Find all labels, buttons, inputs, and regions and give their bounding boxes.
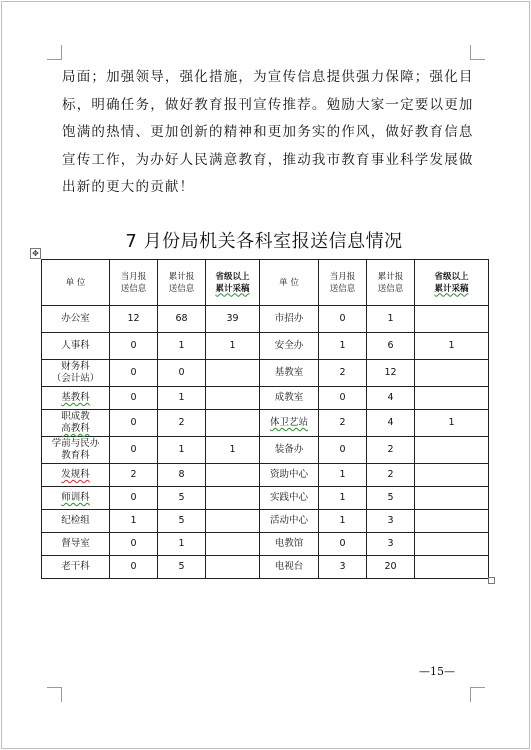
cell-unit: 电视台 <box>260 556 319 579</box>
cell-unit: 财务科 （会计站） <box>42 360 110 387</box>
crop-mark-top-right <box>470 45 485 60</box>
cell-provincial: 1 <box>415 333 489 360</box>
table-row <box>42 333 489 360</box>
cell-provincial <box>415 556 489 579</box>
cell-provincial <box>415 533 489 556</box>
header-cumulative: 累计报 送信息 <box>158 260 206 306</box>
cell-cumulative: 12 <box>367 360 415 387</box>
cell-cumulative: 1 <box>367 306 415 333</box>
cell-monthly: 1 <box>319 487 367 510</box>
cell-unit: 发规科 <box>42 464 110 487</box>
cell-cumulative: 5 <box>367 487 415 510</box>
cell-monthly: 0 <box>110 360 158 387</box>
cell-cumulative: 6 <box>367 333 415 360</box>
cell-cumulative: 3 <box>367 533 415 556</box>
cell-cumulative: 1 <box>158 437 206 464</box>
cell-monthly: 0 <box>319 387 367 410</box>
header-provincial: 省级以上 累计采稿 <box>206 260 260 306</box>
cell-provincial <box>206 533 260 556</box>
cell-provincial: 1 <box>206 333 260 360</box>
cell-monthly: 0 <box>110 487 158 510</box>
cell-unit: 基教科 <box>42 387 110 410</box>
body-paragraph <box>62 64 474 202</box>
cell-unit: 安全办 <box>260 333 319 360</box>
table-row <box>42 360 489 387</box>
header-provincial: 省级以上 累计采稿 <box>415 260 489 306</box>
paragraph-line: 局面；加强领导，强化措施，为宣传信息提供强力保障；强化目 <box>62 69 474 85</box>
cell-provincial <box>415 510 489 533</box>
table-row <box>42 510 489 533</box>
page-number: —15— <box>419 665 455 678</box>
cell-provincial <box>206 487 260 510</box>
cell-cumulative: 20 <box>367 556 415 579</box>
cell-cumulative: 2 <box>158 410 206 437</box>
cell-monthly: 0 <box>319 437 367 464</box>
table-row <box>42 387 489 410</box>
cell-monthly: 0 <box>319 533 367 556</box>
header-unit: 单 位 <box>260 260 319 306</box>
table-move-handle-icon[interactable]: ✥ <box>30 248 41 259</box>
cell-monthly: 0 <box>110 410 158 437</box>
table-title: 7 月份局机关各科室报送信息情况 <box>125 231 403 252</box>
cell-monthly: 1 <box>319 333 367 360</box>
cell-cumulative: 5 <box>158 510 206 533</box>
cell-cumulative: 0 <box>158 360 206 387</box>
cell-provincial: 39 <box>206 306 260 333</box>
cell-unit: 电教馆 <box>260 533 319 556</box>
cell-provincial <box>415 360 489 387</box>
report-table <box>41 259 489 579</box>
cell-cumulative: 5 <box>158 556 206 579</box>
cell-unit: 资助中心 <box>260 464 319 487</box>
cell-monthly: 0 <box>110 333 158 360</box>
cell-cumulative: 8 <box>158 464 206 487</box>
cell-provincial: 1 <box>206 437 260 464</box>
cell-unit: 办公室 <box>42 306 110 333</box>
paragraph-line: 宣传工作，为办好人民满意教育，推动我市教育事业科学发展做 <box>62 151 474 168</box>
cell-unit: 活动中心 <box>260 510 319 533</box>
cell-provincial: 1 <box>415 410 489 437</box>
table-resize-handle[interactable] <box>488 577 495 584</box>
cell-provincial <box>415 387 489 410</box>
cell-unit: 师训科 <box>42 487 110 510</box>
cell-unit: 基教室 <box>260 360 319 387</box>
cell-unit: 装备办 <box>260 437 319 464</box>
cell-monthly: 0 <box>319 306 367 333</box>
cell-unit: 老干科 <box>42 556 110 579</box>
cell-unit: 督导室 <box>42 533 110 556</box>
cell-provincial <box>415 487 489 510</box>
crop-mark-bottom-right <box>470 687 485 702</box>
header-monthly: 当月报 送信息 <box>319 260 367 306</box>
cell-provincial <box>415 306 489 333</box>
table-row <box>42 556 489 579</box>
cell-monthly: 0 <box>110 387 158 410</box>
crop-mark-top-left <box>47 45 62 60</box>
cell-monthly: 12 <box>110 306 158 333</box>
table-row <box>42 437 489 464</box>
cell-monthly: 0 <box>110 556 158 579</box>
cell-monthly: 1 <box>319 464 367 487</box>
cell-monthly: 1 <box>319 510 367 533</box>
table-header-row <box>42 260 489 306</box>
paragraph-line: 出新的更大的贡献！ <box>62 179 195 195</box>
paragraph-line: 标，明确任务，做好教育报刊宣传推荐。勉励大家一定要以更加 <box>62 96 474 113</box>
crop-mark-bottom-left <box>47 687 62 702</box>
cell-cumulative: 3 <box>367 510 415 533</box>
cell-provincial <box>206 360 260 387</box>
table-row <box>42 487 489 510</box>
table-row <box>42 410 489 437</box>
table-row <box>42 464 489 487</box>
cell-monthly: 2 <box>110 464 158 487</box>
cell-cumulative: 2 <box>367 464 415 487</box>
cell-unit: 学前与民办 教育科 <box>42 437 110 464</box>
cell-unit: 实践中心 <box>260 487 319 510</box>
cell-unit: 职成教 高教科 <box>42 410 110 437</box>
header-monthly: 当月报 送信息 <box>110 260 158 306</box>
cell-cumulative: 1 <box>158 333 206 360</box>
cell-unit: 纪检组 <box>42 510 110 533</box>
cell-cumulative: 5 <box>158 487 206 510</box>
cell-unit: 人事科 <box>42 333 110 360</box>
cell-monthly: 0 <box>110 437 158 464</box>
cell-provincial <box>415 437 489 464</box>
header-cumulative: 累计报 送信息 <box>367 260 415 306</box>
cell-provincial <box>206 464 260 487</box>
cell-monthly: 2 <box>319 410 367 437</box>
cell-unit: 市招办 <box>260 306 319 333</box>
cell-unit: 成教室 <box>260 387 319 410</box>
cell-unit: 体卫艺站 <box>260 410 319 437</box>
cell-cumulative: 68 <box>158 306 206 333</box>
table-row <box>42 306 489 333</box>
cell-monthly: 0 <box>110 533 158 556</box>
cell-provincial <box>415 464 489 487</box>
cell-monthly: 2 <box>319 360 367 387</box>
cell-provincial <box>206 387 260 410</box>
cell-cumulative: 1 <box>158 387 206 410</box>
header-unit: 单 位 <box>42 260 110 306</box>
cell-provincial <box>206 410 260 437</box>
cell-monthly: 3 <box>319 556 367 579</box>
cell-cumulative: 2 <box>367 437 415 464</box>
cell-provincial <box>206 510 260 533</box>
paragraph-line: 饱满的热情、更加创新的精神和更加务实的作风，做好教育信息 <box>62 124 474 140</box>
cell-provincial <box>206 556 260 579</box>
table-row <box>42 533 489 556</box>
cell-cumulative: 1 <box>158 533 206 556</box>
cell-monthly: 1 <box>110 510 158 533</box>
cell-cumulative: 4 <box>367 410 415 437</box>
cell-cumulative: 4 <box>367 387 415 410</box>
